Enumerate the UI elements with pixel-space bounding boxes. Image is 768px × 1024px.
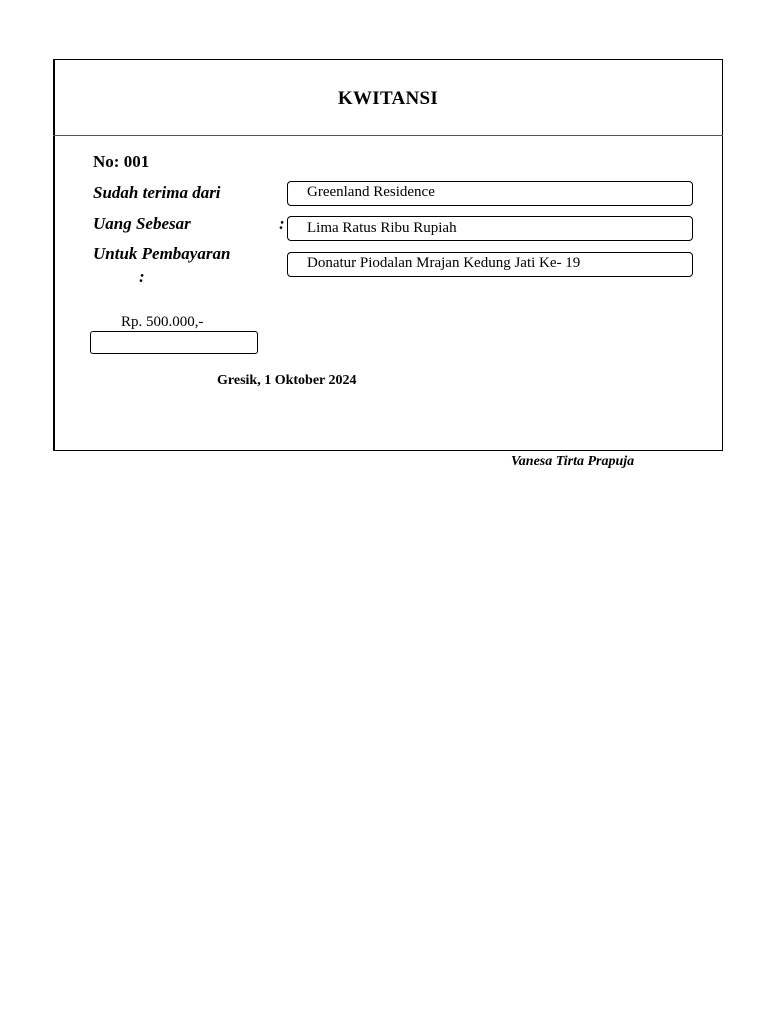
- field-label-payment-for: Untuk Pembayaran: [93, 244, 231, 263]
- field-value-payment-for: Donatur Piodalan Mrajan Kedung Jati Ke- 19: [287, 252, 693, 277]
- field-colon-amount-words: :: [279, 214, 285, 233]
- amount-figure: Rp. 500.000,-: [121, 314, 204, 330]
- field-value-amount-words: Lima Ratus Ribu Rupiah: [287, 216, 693, 241]
- field-label-amount-words: Uang Sebesar: [93, 214, 191, 233]
- field-colon-payment-for: :: [139, 267, 145, 286]
- amount-box: [90, 331, 258, 354]
- field-label-received-from: Sudah terima dari: [93, 183, 221, 202]
- header-divider: [53, 135, 723, 136]
- receipt-title: KWITANSI: [337, 88, 439, 109]
- signer-name: Vanesa Tirta Prapuja: [511, 454, 635, 469]
- receipt-number: No: 001: [93, 152, 150, 171]
- field-value-received-from: Greenland Residence: [287, 181, 693, 206]
- place-date: Gresik, 1 Oktober 2024: [217, 373, 357, 388]
